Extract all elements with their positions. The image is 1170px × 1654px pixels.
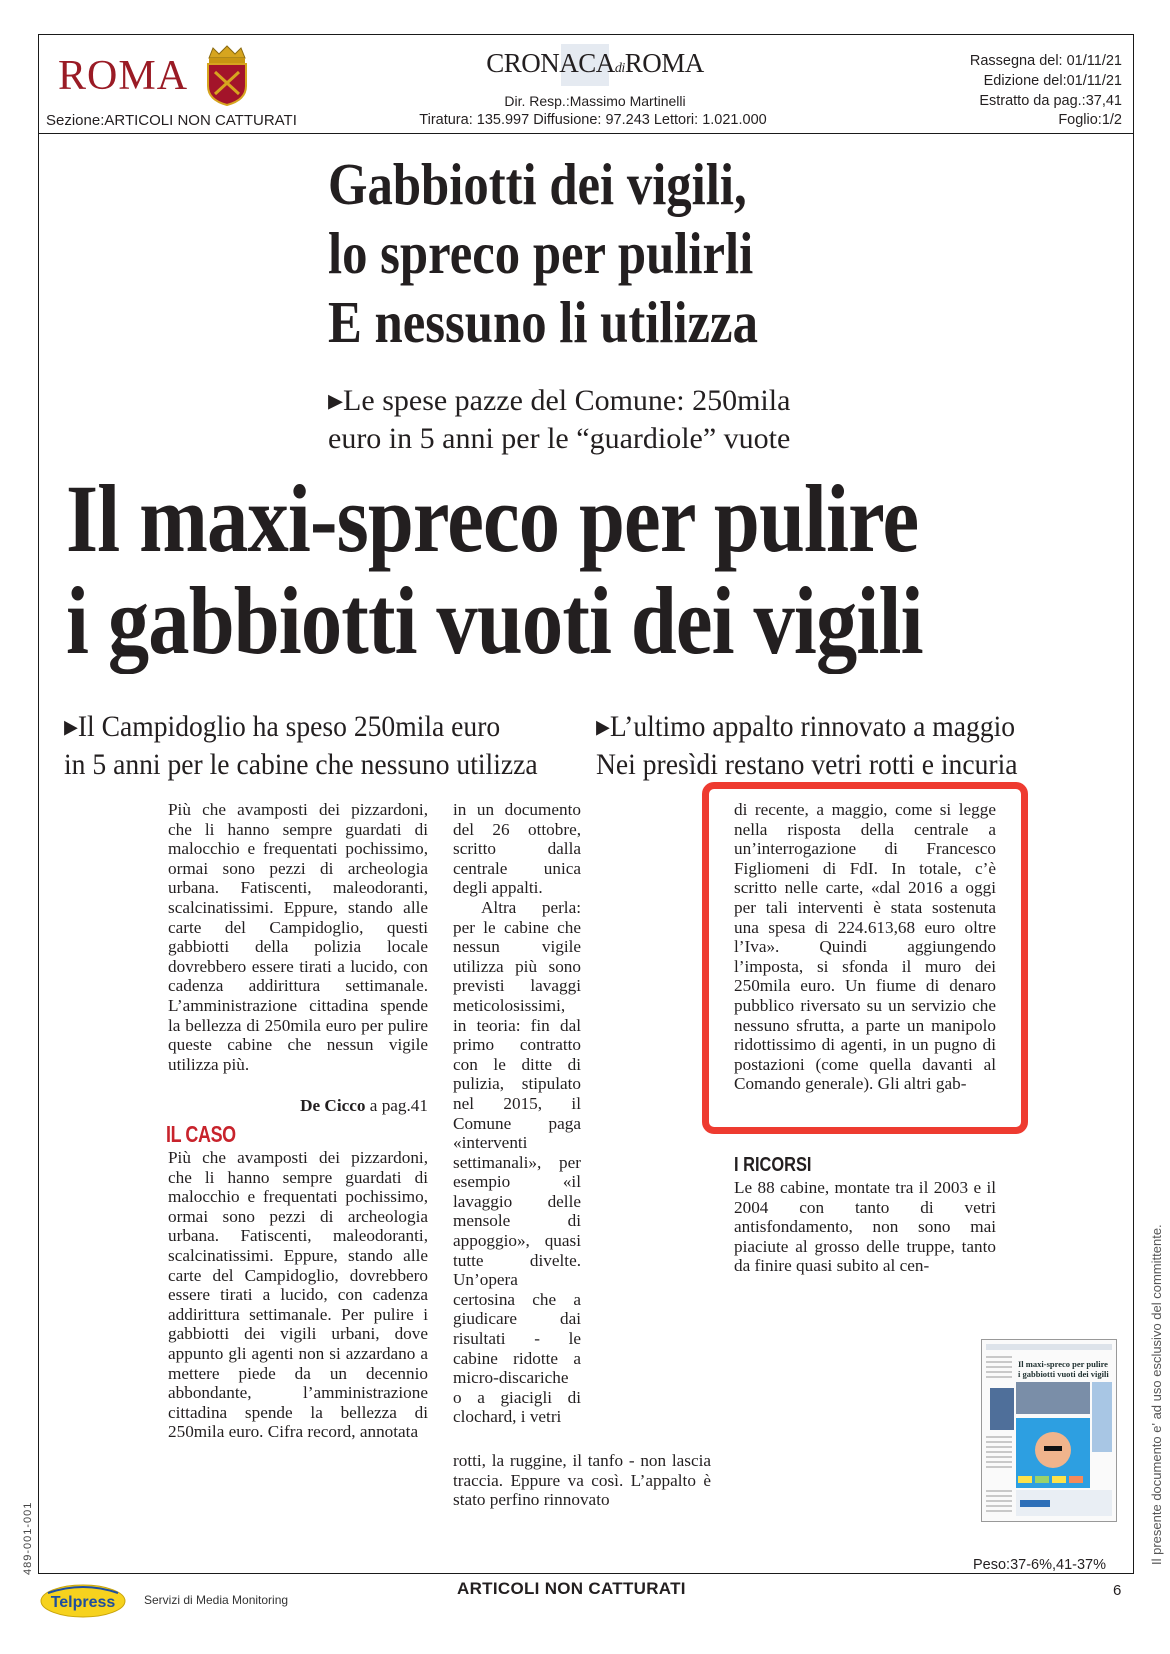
estratto-pages: Estratto da pag.:37,41 xyxy=(979,93,1122,109)
thumbnail-headline-line: i gabbiotti vuoti dei vigili xyxy=(1018,1369,1109,1379)
top-deck-line: ▸Le spese pazze del Comune: 250mila xyxy=(328,384,791,417)
byline xyxy=(168,1096,428,1116)
deck-left-line: in 5 anni per le cabine che nessuno utilizza xyxy=(64,748,538,781)
peso-label: Peso:37-6%,41-37% xyxy=(973,1557,1106,1573)
kicker-line: E nessuno li utilizza xyxy=(328,289,758,355)
case-section-label: IL CASO xyxy=(166,1121,236,1147)
top-deck xyxy=(328,382,888,458)
case-column xyxy=(168,1148,428,1442)
summary-paragraph: Più che avamposti dei pizzardoni, che li hanno sempre guardati di malocchio e frequentati pochissimo, ormai sono pezzi di archeologia urbana. Fatiscenti, maleodoranti, scalcinatissimi. Eppure, stando alle carte del Campidoglio, questi gabbiotti della polizia locale dovrebbero essere tirati a lucido, con cadenza addirittura settimanale. L’amministrazione cittadina spende la bellezza di 250mila euro per pulire queste cabine che nessun vigile utilizza più. xyxy=(168,800,428,1074)
newspaper-title xyxy=(470,48,720,79)
summary-column xyxy=(168,800,428,1074)
article-column-2 xyxy=(453,800,581,1427)
deck-left-line: ▸Il Campidoglio ha speso 250mila euro xyxy=(64,710,501,743)
document-code: 489-001-001 xyxy=(22,1501,34,1575)
article-paragraph: in un documento del 26 ottobre, scritto dalla centrale unica degli appalti. xyxy=(453,800,581,898)
deck-left xyxy=(64,708,538,784)
roma-crest-icon xyxy=(203,44,251,106)
ricorsi-section-label: I RICORSI xyxy=(734,1154,812,1176)
main-headline-line: Il maxi-spreco per pulire xyxy=(66,465,919,572)
newspaper-title-part-1: CRONACA xyxy=(486,48,615,78)
byline-page-ref: a pag.41 xyxy=(365,1096,428,1115)
telpress-tagline: Servizi di Media Monitoring xyxy=(144,1593,289,1607)
edizione-date: Edizione del:01/11/21 xyxy=(983,73,1122,89)
rassegna-date: Rassegna del: 01/11/21 xyxy=(969,53,1122,69)
byline-author: De Cicco xyxy=(300,1096,366,1115)
highlight-box xyxy=(702,782,1028,1134)
page-number: 6 xyxy=(1113,1582,1122,1599)
page-thumbnail-graphic xyxy=(982,1340,1116,1521)
deck-right xyxy=(596,708,1018,784)
ricorsi-column xyxy=(734,1178,996,1276)
circulation-line: Tiratura: 135.997 Diffusione: 97.243 Lettori: 1.021.000 xyxy=(419,112,767,128)
disclaimer-text: Il presente documento e' ad uso esclusivo del committente. xyxy=(1149,1224,1164,1565)
top-deck-line: euro in 5 anni per le “guardiole” vuote xyxy=(328,422,791,455)
director-line: Dir. Resp.:Massimo Martinelli xyxy=(504,93,686,109)
telpress-logo-text: Telpress xyxy=(50,1594,116,1611)
page-thumbnail xyxy=(981,1339,1117,1522)
case-paragraph: Più che avamposti dei pizzardoni, che li hanno sempre guardati di malocchio e frequentati pochissimo, ormai sono pezzi di archeologia urbana. Fatiscenti, maleodoranti, scalcinatissimi. Eppure, stando alle carte del Campidoglio, dovrebbero essere tirati a lucido, con cadenza addirittura settimanale. Per pulire i gabbiotti dei vigili urbani, dove appunto gli agenti non si azzardano a mettere piede da un decennio abbondante, l’amministrazione cittadina spende la bellezza di 250mila euro. Cifra record, annotata xyxy=(168,1148,428,1442)
thumbnail-headline-line: Il maxi-spreco per pulire xyxy=(1018,1359,1108,1369)
deck-right-line: Nei presìdi restano vetri rotti e incuria xyxy=(596,748,1018,781)
article-paragraph: rotti, la ruggine, il tanfo - non lascia traccia. Eppure va così. L’appalto è stato perfino rinnovato xyxy=(453,1451,711,1510)
article-paragraph: Altra perla: per le cabine che nessun vigile utilizza più sono previsti lavaggi meticolosissimi, in teoria: fin dal primo contratto con le ditte di pulizia, stipulato nel 2015, il Comune paga «interventi settimanali», per esempio «il lavaggio delle mensole di appoggio», quasi tutte divelte. Un’opera certosina che a giudicare dai risultati - le cabine ridotte a micro-discariche o a giacigli di clochard, i vetri xyxy=(453,897,581,1427)
newspaper-title-part-2: ROMA xyxy=(624,48,704,78)
kicker-line: lo spreco per pulirli xyxy=(328,220,754,286)
newspaper-title-di: di xyxy=(614,61,625,76)
kicker-headline xyxy=(328,150,810,357)
section-label: Sezione:ARTICOLI NON CATTURATI xyxy=(46,112,297,129)
telpress-logo-icon xyxy=(40,1583,126,1619)
roma-logo-text: ROMA xyxy=(58,53,189,99)
main-headline-line: i gabbiotti vuoti dei vigili xyxy=(66,567,923,674)
deck-right-line: ▸L’ultimo appalto rinnovato a maggio xyxy=(596,710,1016,743)
article-column-2-tail xyxy=(453,1451,711,1510)
footer-title: ARTICOLI NON CATTURATI xyxy=(457,1579,686,1598)
article-paragraph: di recente, a maggio, come si legge nella risposta della centrale a un’interrogazione di Francesco Figliomeni di FdI. In totale, c’è scritto nelle carte, «dal 2016 a oggi per tali interventi è stata sostenuta una spesa di 224.613,68 euro oltre l’Iva». Quindi aggiungendo l’imposta, si sfonda il muro dei 250mila euro. Un fiume di denaro pubblico riversato su un servizio che nessuno sfrutta, a parte un manipolo ridottissimo di agenti, in un pugno di postazioni (come quella davanti al Comando generale). Gli altri gab- xyxy=(734,800,996,1094)
kicker-line: Gabbiotti dei vigili, xyxy=(328,151,747,217)
ricorsi-paragraph: Le 88 cabine, montate tra il 2003 e il 2004 con tanto di vetri antisfondamento, non sono mai piaciute al grosso delle truppe, tanto da finire quasi subito al cen- xyxy=(734,1178,996,1276)
main-headline xyxy=(66,465,1046,674)
header-divider xyxy=(38,133,1134,134)
foglio-count: Foglio:1/2 xyxy=(1058,112,1122,128)
